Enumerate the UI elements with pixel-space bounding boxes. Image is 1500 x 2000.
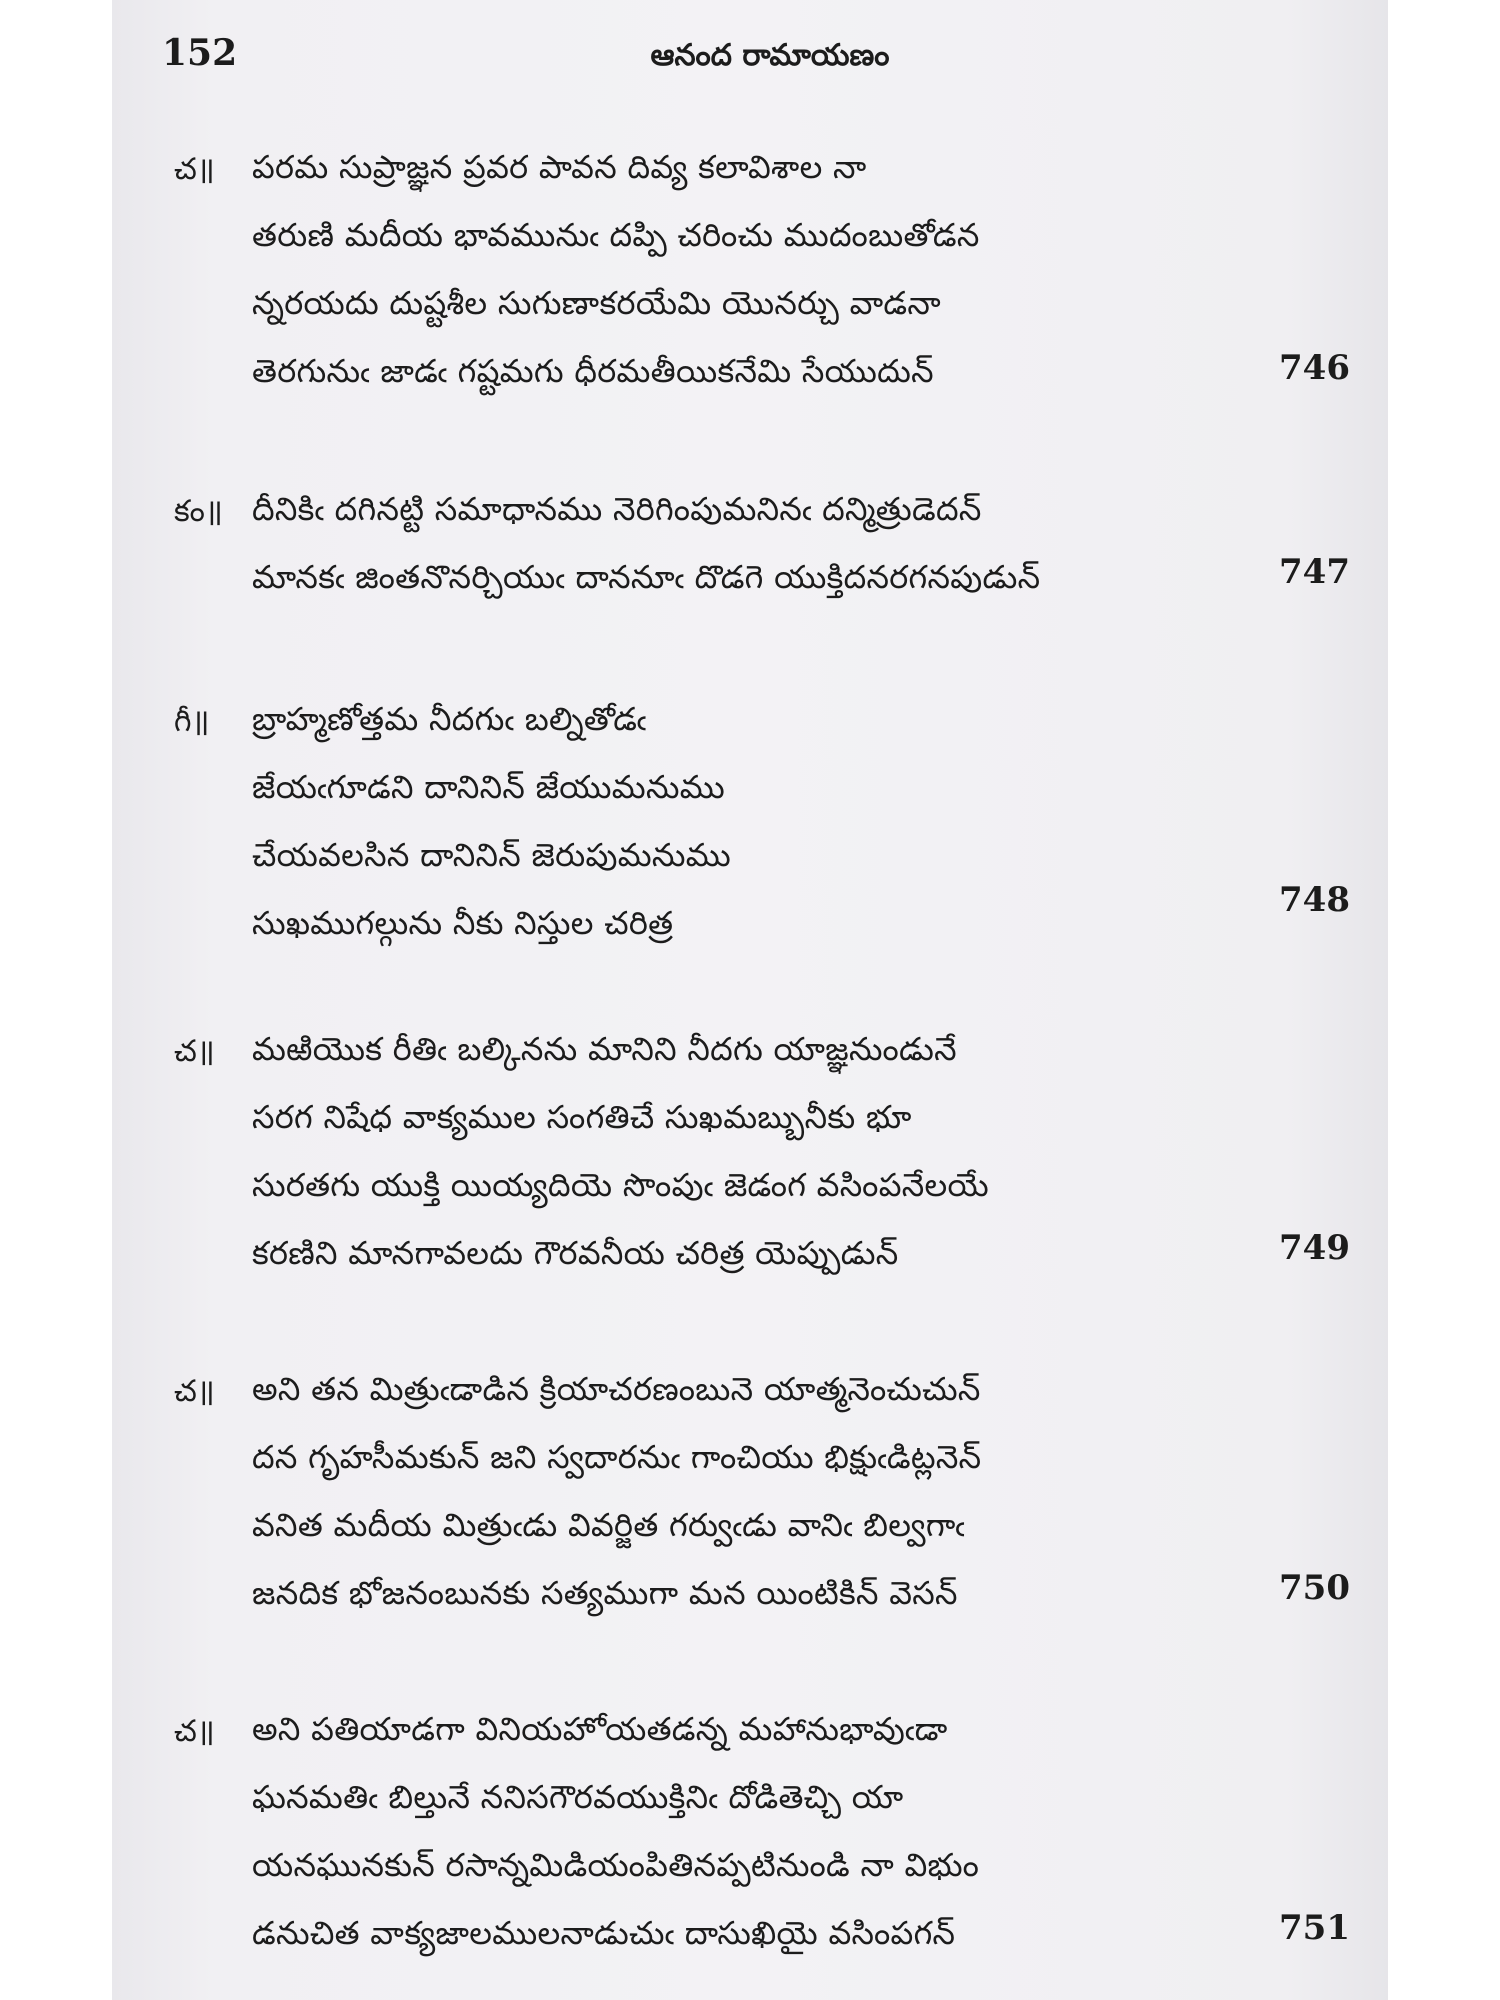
verse-line: దీనికిఁ దగినట్టి సమాధానము నెరిగింపుమనినఁ దన్మిత్రుడెదన్ xyxy=(252,490,982,528)
page-number: 152 xyxy=(162,32,238,74)
book-page xyxy=(112,0,1388,2000)
verse-meter: కం॥ xyxy=(174,494,223,529)
verse-number: 750 xyxy=(1279,1568,1350,1608)
verse-meter: చ॥ xyxy=(174,152,215,187)
verse-line: న్నరయదు దుష్టశీల సుగుణాకరయేమి యొనర్చు వాడనా xyxy=(252,284,941,322)
verse-line: అని తన మిత్రుఁడాడిన క్రియాచరణంబునె యాత్మనెంచుచున్ xyxy=(252,1370,981,1408)
verse-line: డనుచిత వాక్యజాలములనాడుచుఁ దాసుఖియై వసింపగన్ xyxy=(252,1914,956,1952)
verse-meter: గీ॥ xyxy=(174,704,210,739)
verse-line: దన గృహసీమకున్ జని స్వదారనుఁ గాంచియు భిక్షుఁడిట్లనెన్ xyxy=(252,1438,982,1476)
verse-line: చేయవలసిన దానినిన్ జెరుపుమనుము xyxy=(252,836,731,874)
verse-number: 746 xyxy=(1279,348,1350,388)
verse-line: జేయఁగూడని దానినిన్ జేయుమనుము xyxy=(252,768,726,806)
page-header xyxy=(112,28,1388,88)
verse-line: సరగ నిషేధ వాక్యముల సంగతిచే సుఖమబ్బునీకు భూ xyxy=(252,1098,912,1136)
verse-line: యనఘునకున్ రసాన్నమిడియంపితినప్పటినుండి నా విభుం xyxy=(252,1846,980,1884)
verse-line: అని పతియాడగా వినియహోయతడన్న మహానుభావుఁడా xyxy=(252,1710,948,1748)
verse-line: పరమ సుప్రాజ్ఞన ప్రవర పావన దివ్య కలావిశాల నా xyxy=(252,148,867,186)
verse-line: వనిత మదీయ మిత్రుఁడు వివర్జిత గర్వుఁడు వానిఁ బిల్వగాఁ xyxy=(252,1506,965,1544)
verse-line: తెరగునుఁ జాడఁ గష్టమగు ధీరమతీయికనేమి సేయుదున్ xyxy=(252,352,934,390)
verse-meter: చ॥ xyxy=(174,1374,215,1409)
running-title: ఆనంద రామాయణం xyxy=(650,38,890,73)
verse-line: ఘనమతిఁ బిల్తునే ననిసగౌరవయుక్తినిఁ దోడితెచ్చి యా xyxy=(252,1778,904,1816)
verse-line: సురతగు యుక్తి యియ్యదియె సొంపుఁ జెడంగ వసింపనేలయే xyxy=(252,1166,989,1204)
verse-line: మానకఁ జింతనొనర్చియుఁ దాననూఁ దొడగె యుక్తిదనరగనపుడున్ xyxy=(252,558,1041,596)
verse-line: మఱియొక రీతిఁ బల్కినను మానిని నీదగు యాజ్ఞనుండునే xyxy=(252,1030,957,1068)
verse-meter: చ॥ xyxy=(174,1034,215,1069)
verse-meter: చ॥ xyxy=(174,1714,215,1749)
verse-line: తరుణి మదీయ భావమునుఁ దప్పి చరించు ముదంబుతోడన xyxy=(252,216,980,254)
verse-number: 747 xyxy=(1279,552,1350,592)
verse-number: 748 xyxy=(1279,880,1350,920)
verse-line: జనదిక భోజనంబునకు సత్యముగా మన యింటికిన్ వెసన్ xyxy=(252,1574,958,1612)
verse-line: సుఖముగల్గును నీకు నిస్తుల చరిత్ర xyxy=(252,904,674,942)
verse-number: 751 xyxy=(1279,1908,1350,1948)
verse-number: 749 xyxy=(1279,1228,1350,1268)
verse-line: కరణిని మానగావలదు గౌరవనీయ చరిత్ర యెప్పుడున్ xyxy=(252,1234,899,1272)
verse-line: బ్రాహ్మణోత్తమ నీదగుఁ బల్నితోడఁ xyxy=(252,700,647,738)
